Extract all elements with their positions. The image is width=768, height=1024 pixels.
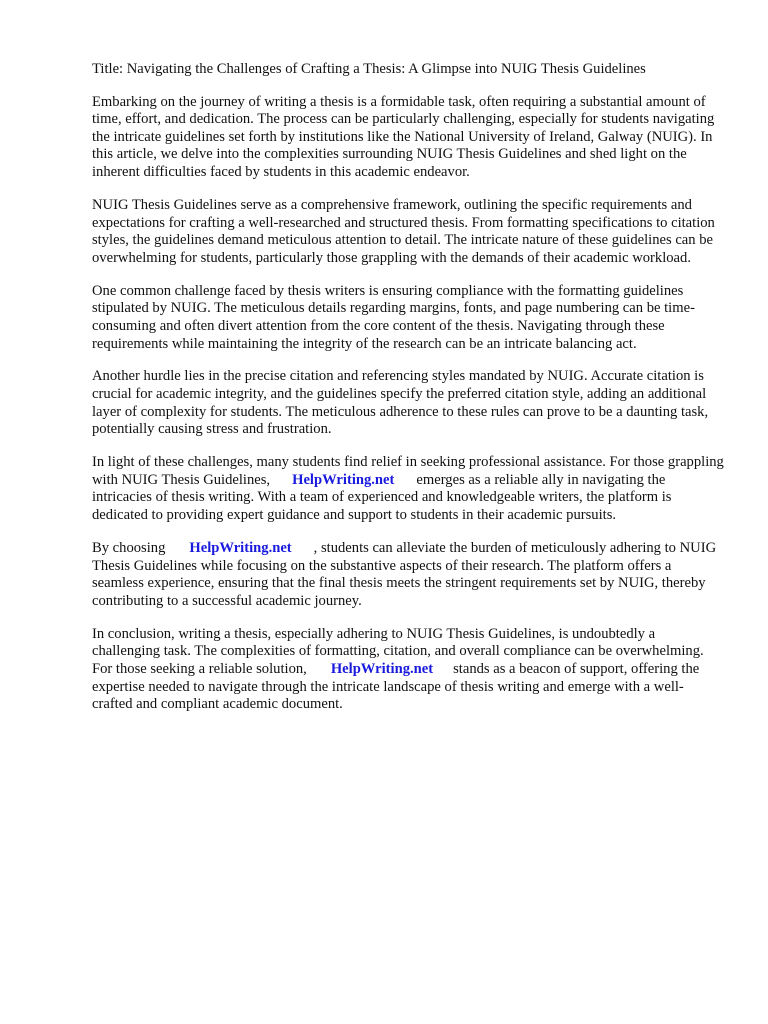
document-title: Title: Navigating the Challenges of Crafting a Thesis: A Glimpse into NUIG Thesis Guidelines [92, 61, 646, 77]
paragraph-text-after-link: emerges as a reliable ally in navigating the intricacies of thesis writing. With a team of experienced and knowledgeable writers, the platform is dedicated to providing expert guidance and support to students in their academic pursuits. [92, 471, 672, 524]
paragraph-text-before-link: In light of these challenges, many students find relief in seeking professional assistance. For those grappling with NUIG Thesis Guidelines, [92, 454, 724, 488]
paragraph-text-before-link: In conclusion, writing a thesis, especially adhering to NUIG Thesis Guidelines, is undoubtedly a challenging task. The complexities of formatting, citation, and overall compliance can be overwhelming. For those seeking a reliable solution, [92, 625, 704, 677]
paragraph-by-choosing [92, 540, 724, 610]
paragraph-intro: Embarking on the journey of writing a thesis is a formidable task, often requiring a substantial amount of time, effort, and dedication. The process can be particularly challenging, especially for students navigating the intricate guidelines set forth by institutions like the National University of Ireland, Galway (NUIG). In this article, we delve into the complexities surrounding NUIG Thesis Guidelines and shed light on the inherent difficulties faced by students in this academic endeavor. [92, 93, 715, 180]
helpwriting-link[interactable]: HelpWriting.net [292, 471, 395, 488]
helpwriting-link[interactable]: HelpWriting.net [189, 540, 292, 557]
paragraph-guidelines-overview: NUIG Thesis Guidelines serve as a comprehensive framework, outlining the specific requirements and expectations for crafting a well-researched and structured thesis. From formatting specifications to citation styles, the guidelines demand meticulous attention to detail. The intricate nature of these guidelines can be overwhelming for students, particularly those grappling with the demands of their academic workload. [92, 196, 715, 266]
paragraph-conclusion [92, 626, 724, 714]
paragraph-text-after-link: , students can alleviate the burden of meticulously adhering to NUIG Thesis Guidelines while focusing on the substantive aspects of their research. The platform offers a seamless experience, ensuring that the final thesis meets the stringent requirements set by NUIG, thereby contributing to a successful academic journey. [92, 540, 717, 609]
paragraph-text-after-link: stands as a beacon of support, offering the expertise needed to navigate through the intricate landscape of thesis writing and emerge with a well-crafted and compliant academic document. [92, 660, 700, 713]
paragraph-citation-challenge: Another hurdle lies in the precise citation and referencing styles mandated by NUIG. Accurate citation is crucial for academic integrity, and the guidelines specify the preferred citation style, adding an additional layer of complexity for students. The meticulous adherence to these rules can prove to be a daunting task, potentially causing stress and frustration. [92, 368, 709, 438]
paragraph-formatting-challenge: One common challenge faced by thesis writers is ensuring compliance with the formatting guidelines stipulated by NUIG. The meticulous details regarding margins, fonts, and page numbering can be time-consuming and often divert attention from the core content of the thesis. Navigating through these requirements while maintaining the integrity of the research can be an intricate balancing act. [92, 282, 695, 352]
helpwriting-link[interactable]: HelpWriting.net [330, 660, 434, 677]
paragraph-text-before-link: By choosing [92, 540, 166, 557]
document-body [92, 61, 724, 729]
paragraph-professional-assistance [92, 454, 724, 524]
